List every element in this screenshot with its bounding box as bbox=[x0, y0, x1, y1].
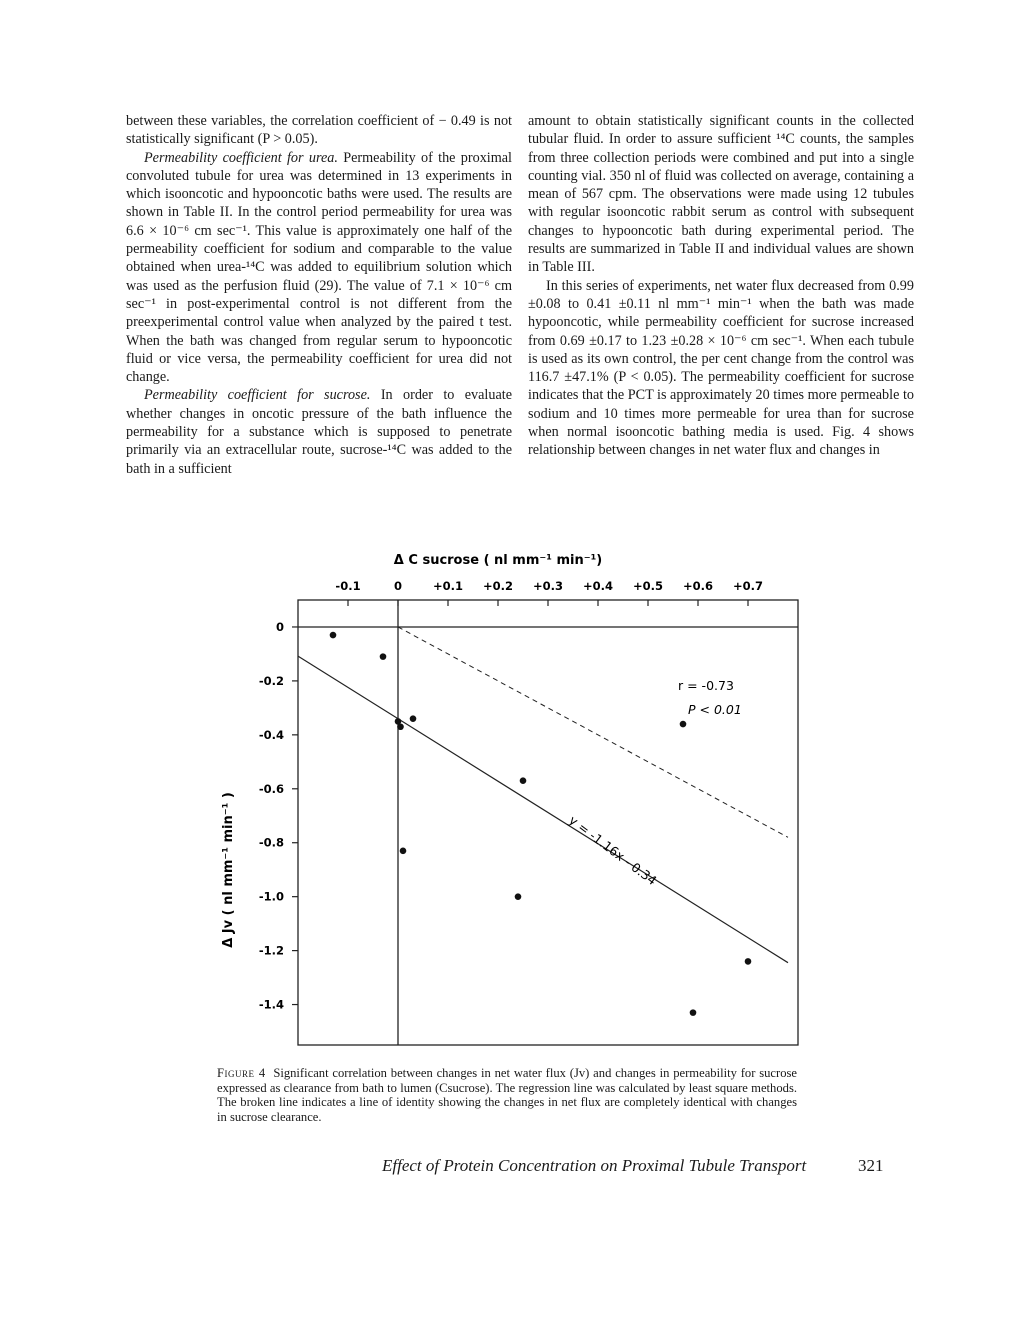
regression-equation-label: y = -1.16x - 0.34 bbox=[566, 812, 660, 889]
x-tick-label: +0.3 bbox=[532, 579, 564, 593]
y-tick-label: -1.4 bbox=[258, 997, 284, 1012]
sucrose-section-heading: Permeability coefficient for sucrose. bbox=[144, 387, 371, 404]
y-axis-ticks bbox=[259, 620, 298, 1012]
y-tick-label: -1.2 bbox=[258, 943, 284, 958]
data-point bbox=[520, 777, 527, 784]
urea-section-heading: Permeability coefficient for urea. bbox=[144, 149, 338, 166]
data-point bbox=[745, 958, 752, 965]
caption-text: Significant correlation between changes in net water flux (Jv) and changes in permeability for sucrose expressed as clearance from bath to lumen (Csucrose). The regression line was calculated by least square methods. The broken line indicates a line of identity showing the changes in net flux are completely identical with changes in sucrose clearance. bbox=[217, 1066, 797, 1124]
y-tick-label: -0.4 bbox=[258, 727, 284, 742]
right-column bbox=[528, 112, 914, 460]
y-axis-label: Δ Jv ( nl mm⁻¹ min⁻¹ ) bbox=[221, 792, 236, 948]
x-tick-label: +0.4 bbox=[582, 579, 614, 593]
x-tick-label: 0 bbox=[393, 579, 403, 593]
sucrose-section-body: In order to evaluate whether changes in oncotic pressure of the bath influence the permeability for a substance which is supposed to penetrate primarily via an extracellular route, sucrose-¹⁴C was added to the bath in a sufficient bbox=[126, 387, 513, 477]
x-tick-label: -0.1 bbox=[335, 579, 361, 593]
y-tick-label: -0.2 bbox=[258, 673, 284, 688]
data-point bbox=[410, 715, 417, 722]
data-point bbox=[690, 1009, 697, 1016]
caption-label: Figure 4 bbox=[217, 1066, 266, 1080]
x-tick-label: +0.6 bbox=[682, 579, 714, 593]
data-point bbox=[380, 653, 387, 660]
right-paragraph-1: amount to obtain statistically significant counts in the collected tubular fluid. In order to assure sufficient ¹⁴C counts, the samples from three collection periods were combined and put into a single counting vial. 350 nl of fluid was collected on average, containing a mean of 567 cpm. The observations were made using 12 tubules with regular isooncotic rabbit serum as control with subsequent changes to hypooncotic bath during experimental period. The results are summarized in Table II and individual values are shown in Table III. bbox=[528, 113, 914, 276]
plot-frame bbox=[298, 600, 798, 1045]
page-number: 321 bbox=[858, 1156, 884, 1175]
running-footer: Effect of Protein Concentration on Proximal Tubule Transport bbox=[382, 1156, 807, 1175]
left-paragraph-1: between these variables, the correlation coefficient of − 0.49 is not statistically significant (P > 0.05). bbox=[126, 113, 512, 148]
left-paragraph-2 bbox=[126, 149, 512, 387]
x-tick-label: +0.5 bbox=[632, 579, 664, 593]
y-tick-label: -0.8 bbox=[258, 835, 284, 850]
x-tick-label: +0.2 bbox=[482, 579, 514, 593]
urea-section-body: Permeability of the proximal convoluted tubule for urea was determined in 13 experiments in which isooncotic and hypooncotic baths were used. The results are shown in Table II. In the control period permeability for urea was 6.6 × 10⁻⁶ cm sec⁻¹. This value is approximately one half of the permeability coefficient for sodium and comparable to the value obtained when urea-¹⁴C was added to equilibrium solution which was used as the perfusion fluid (29). The value of 7.1 × 10⁻⁶ cm sec⁻¹ in post-experimental control is not different from the preexperimental control value when analyzed by the paired t test. When the bath was changed from regular serum to hypooncotic fluid or vice versa, the permeability coefficient for urea did not change. bbox=[126, 149, 513, 386]
x-tick-label: +0.1 bbox=[432, 579, 464, 593]
r-value-label: r = -0.73 bbox=[678, 678, 734, 693]
left-paragraph-3 bbox=[126, 386, 512, 477]
right-paragraph-2: In this series of experiments, net water flux decreased from 0.99 ±0.08 to 0.41 ±0.11 nl mm⁻¹ min⁻¹ when the bath was made hypooncotic, while permeability coefficient for sucrose increased from 0.69 ±0.17 to 1.23 ±0.28 × 10⁻⁶ cm sec⁻¹. When each tubule is used as its own control, the per cent change from the control was 116.7 ±47.1% (P < 0.05). The permeability coefficient for sucrose indicates that the PCT is approximately 20 times more permeable to sodium and 10 times more permeable for urea than for sucrose when normal isooncotic bathing media is used. Fig. 4 shows relationship between changes in net water flux and changes in bbox=[528, 277, 914, 459]
data-point bbox=[397, 723, 404, 730]
chart-title: Δ C sucrose ( nl mm⁻¹ min⁻¹) bbox=[393, 553, 603, 568]
data-point bbox=[515, 893, 522, 900]
identity-line bbox=[398, 627, 788, 837]
y-tick-label: -1.0 bbox=[258, 889, 284, 904]
left-column bbox=[126, 112, 512, 478]
x-tick-label: +0.7 bbox=[732, 579, 764, 593]
data-point bbox=[680, 721, 687, 728]
y-tick-label: 0 bbox=[275, 619, 284, 634]
data-point bbox=[400, 848, 407, 855]
figure-4 bbox=[180, 540, 840, 1060]
scatter-chart bbox=[180, 540, 840, 1060]
figure-caption bbox=[217, 1066, 797, 1124]
x-axis-ticks bbox=[335, 579, 763, 606]
y-tick-label: -0.6 bbox=[258, 781, 284, 796]
data-point bbox=[330, 632, 337, 639]
p-value-label: P < 0.01 bbox=[688, 702, 742, 717]
